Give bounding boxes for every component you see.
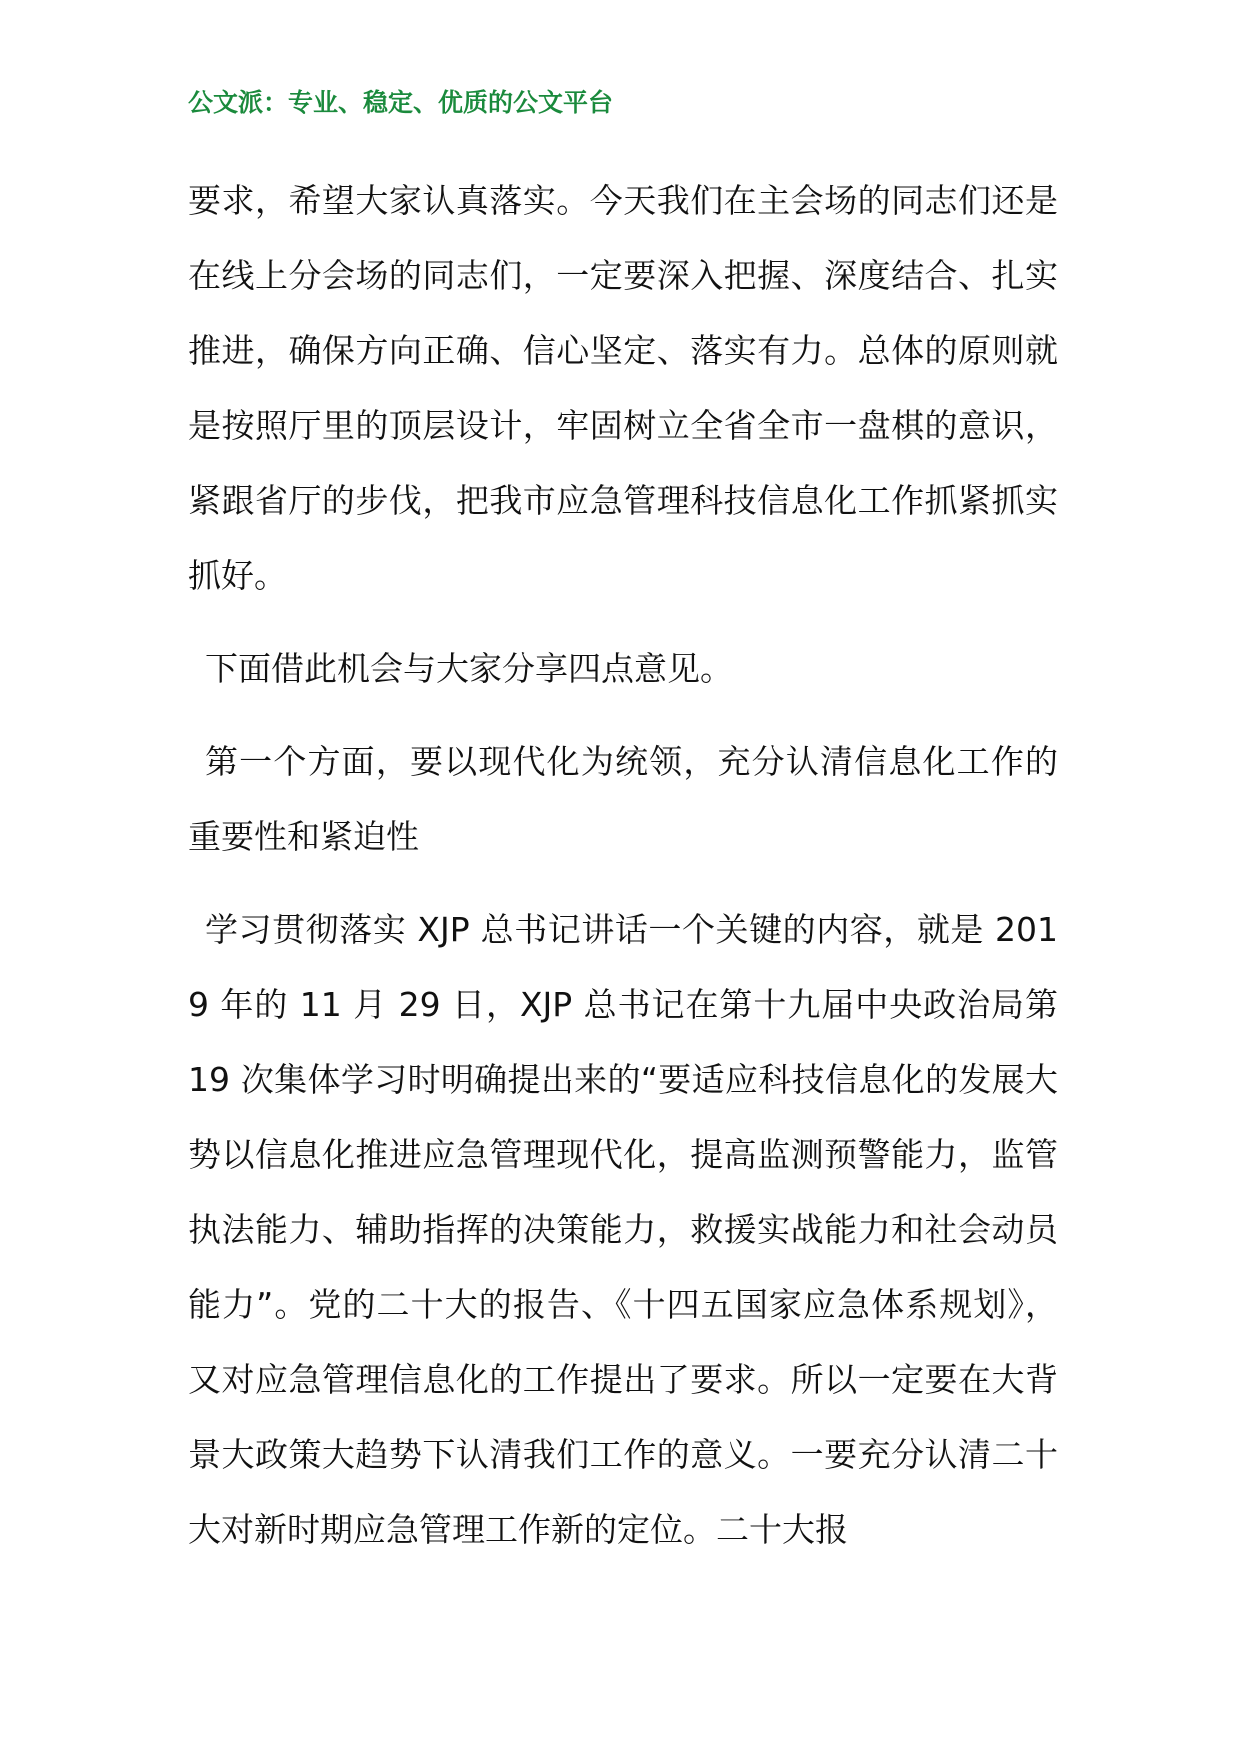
document-body — [188, 163, 1058, 1585]
paragraph: 要求，希望大家认真落实。今天我们在主会场的同志们还是在线上分会场的同志们，一定要深入把握、深度结合、扎实推进，确保方向正确、信心坚定、落实有力。总体的原则就是按照厅里的顶层设计，牢固树立全省全市一盘棋的意识，紧跟省厅的步伐，把我市应急管理科技信息化工作抓紧抓实抓好。 — [188, 181, 1058, 595]
section-heading: 第一个方面，要以现代化为统领，充分认清信息化工作的重要性和紧迫性 — [188, 742, 1058, 856]
page-header: 公文派：专业、稳定、优质的公文平台 — [188, 88, 614, 117]
paragraph: 下面借此机会与大家分享四点意见。 — [205, 649, 733, 688]
paragraph: 学习贯彻落实 XJP 总书记讲话一个关键的内容，就是 2019 年的 11 月 29 日，XJP 总书记在第十九届中央政治局第 19 次集体学习时明确提出来的“要适应科技信息化的发展大势以信息化推进应急管理现代化，提高监测预警能力，监管执法能力、辅助指挥的决策能力，救援实战能力和社会动员能力”。党的二十大的报告、《十四五国家应急体系规划》，又对应急管理信息化的工作提出了要求。所以一定要在大背景大政策大趋势下认清我们工作的意义。一要充分认清二十大对新时期应急管理工作新的定位。二十大报 — [188, 910, 1058, 1549]
